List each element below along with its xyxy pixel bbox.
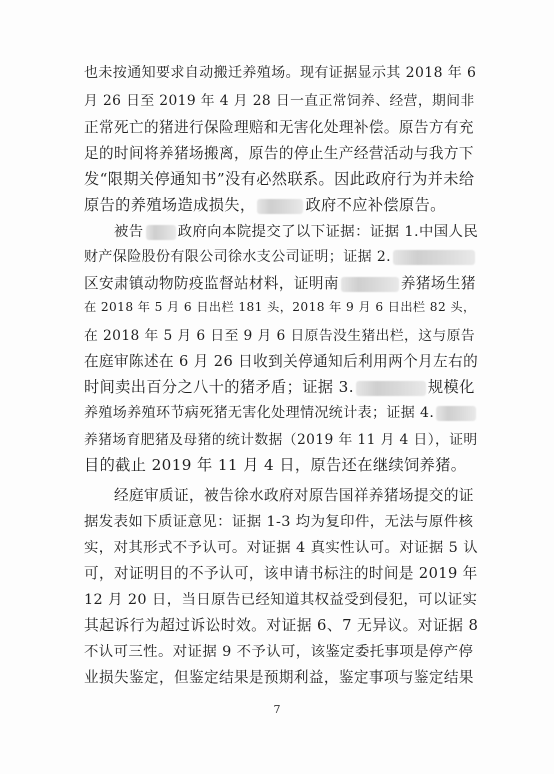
line-text: 业损失鉴定，但鉴定结果是预期利益，鉴定事项与鉴定结果 xyxy=(84,669,474,686)
line-text: 时间卖出百分之八十的猪矛盾；证据 3. xyxy=(84,378,354,396)
text-line xyxy=(114,220,478,241)
text-line xyxy=(84,246,477,266)
text-line xyxy=(84,194,446,215)
text-line xyxy=(84,168,474,189)
text-line xyxy=(84,62,476,82)
line-text: 政府向本院提交了以下证据：证据 1.中国人民 xyxy=(177,224,479,240)
line-text: 12 月 20 日，当日原告已经知道其权益受到侵犯，可以证实 xyxy=(84,592,478,608)
text-line xyxy=(84,510,473,531)
text-line xyxy=(84,428,478,448)
text-line xyxy=(84,536,478,557)
text-line xyxy=(84,614,478,635)
redaction-block xyxy=(257,199,303,214)
line-text: 在 2018 年 5 月 6 日至 9 月 6 日原告没生猪出栏，这与原告 xyxy=(84,328,476,344)
line-text: 据发表如下质证意见：证据 1-3 均为复印件，无法与原件核 xyxy=(84,514,474,530)
line-text: 目的截止 2019 年 11 月 4 日，原告还在继续饲养猪。 xyxy=(84,456,467,474)
line-text: 月 26 日至 2019 年 4 月 28 日一直正常饲养、经营，期间非 xyxy=(84,93,475,109)
line-text: 其起诉行为超过诉讼时效。对证据 6、7 无异议。对证据 8 xyxy=(84,617,479,634)
text-line xyxy=(84,142,474,163)
line-text: 也未按通知要求自动搬迁养殖场。现有证据显示其 2018 年 6 xyxy=(84,65,477,81)
text-line xyxy=(84,272,476,293)
text-line xyxy=(84,588,477,609)
text-line xyxy=(84,402,478,422)
page-number: 7 xyxy=(273,703,281,716)
line-text: 养猪场育肥猪及母猪的统计数据（2019 年 11 月 4 日），证明 xyxy=(84,432,478,448)
line-text: 养殖场养殖环节病死猪无害化处理情况统计表；证据 4. xyxy=(84,405,435,421)
text-line xyxy=(84,298,476,315)
text-line xyxy=(84,350,478,371)
redaction-block xyxy=(393,250,475,265)
text-line xyxy=(84,640,473,661)
text-line xyxy=(84,562,478,583)
line-text: 在 2018 年 5 月 6 日出栏 181 头，2018 年 9 月 6 日出栏 82 头， xyxy=(84,300,476,314)
line-text: 在庭审陈述在 6 月 26 日收到关停通知后利用两个月左右的 xyxy=(84,353,479,370)
text-line xyxy=(84,666,474,687)
line-text: 被告 xyxy=(114,224,144,240)
line-text: 经庭审质证，被告徐水政府对原告国祥养猪场提交的证 xyxy=(114,487,474,504)
line-text: 正常死亡的猪进行保险理赔和无害化处理补偿。原告方有充 xyxy=(84,119,474,136)
line-text: 发“限期关停通知书”没有必然联系。因此政府行为并未给 xyxy=(84,170,475,188)
redaction-block xyxy=(146,225,176,240)
text-line xyxy=(84,454,466,475)
redaction-block xyxy=(436,406,476,421)
text-line xyxy=(84,376,475,397)
line-text: 政府不应补偿原告。 xyxy=(305,196,446,214)
text-line xyxy=(84,116,474,137)
redaction-block xyxy=(341,277,399,292)
line-text: 养猪场生猪 xyxy=(400,275,476,292)
line-text: 区安肃镇动物防疫监督站材料，证明南 xyxy=(84,275,339,292)
line-text: 可，对证明目的不予认可，该申请书标注的时间是 2019 年 xyxy=(84,565,478,582)
line-text: 足的时间将养猪场搬离，原告的停止生产经营活动与我方下 xyxy=(84,145,474,162)
text-line xyxy=(114,484,474,505)
redaction-block xyxy=(356,381,426,396)
line-text: 不认可三性。对证据 9 不予认可，该鉴定委托事项是停产停 xyxy=(84,644,474,660)
text-line xyxy=(84,89,475,109)
line-text: 规模化 xyxy=(427,378,475,396)
line-text: 原告的养殖场造成损失， xyxy=(84,196,256,214)
text-line xyxy=(84,324,475,344)
line-text: 财产保险股份有限公司徐水支公司证明；证据 2. xyxy=(84,249,392,265)
line-text: 实，对其形式不予认可。对证据 4 真实性认可。对证据 5 认 xyxy=(84,540,478,556)
